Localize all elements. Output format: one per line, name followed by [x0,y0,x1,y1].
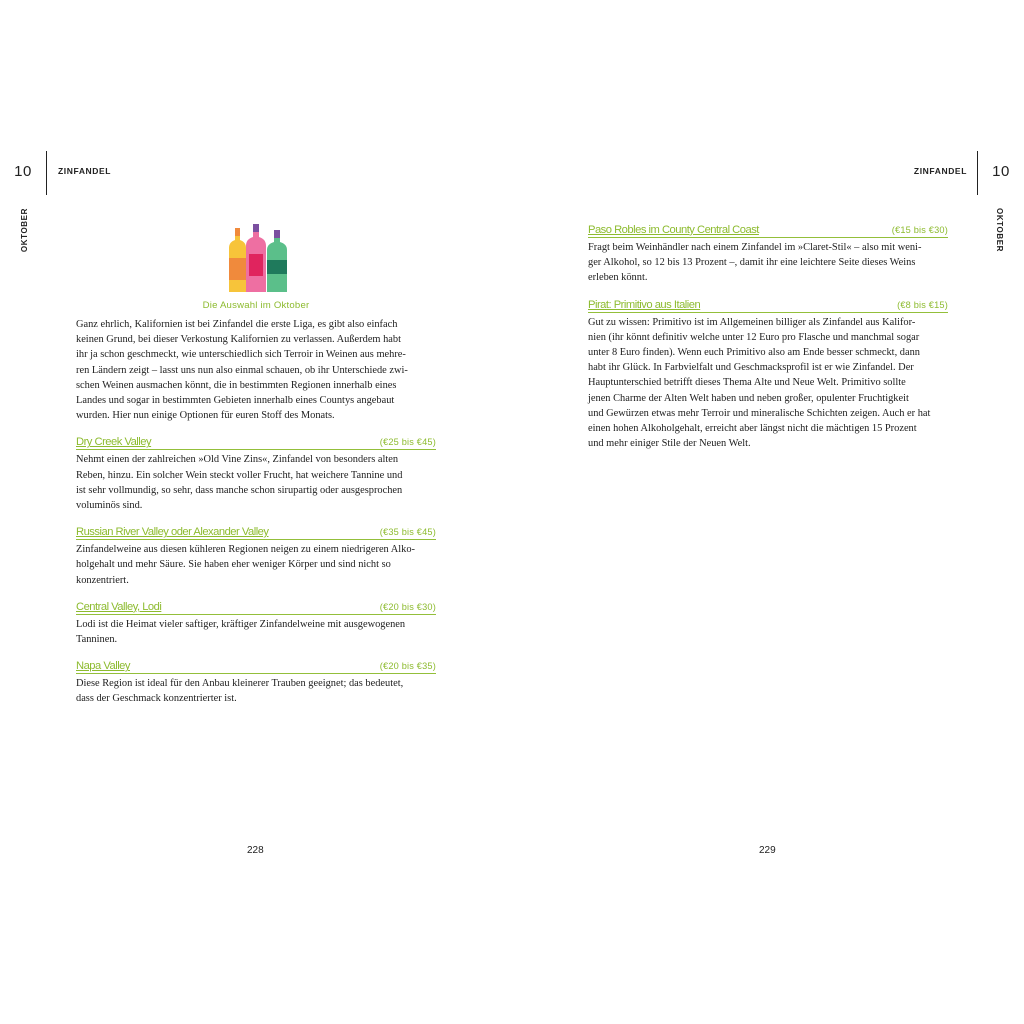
section-heading [76,660,436,674]
section-line: ist sehr vollmundig, so sehr, dass manche schon sirupartig oder ausgesprochen [76,484,403,496]
section-price: (€15 bis €30) [891,225,948,235]
intro-paragraph [76,317,436,423]
section-line: voluminös sind. [76,500,143,512]
intro-line: schen Weinen ausmachen könnt, die in bestimmten Regionen innerhalb eines [76,379,397,391]
intro-line: ren Ländern zeigt – lasst uns nun also einmal schauen, ob ihr Unterschiede zwi- [76,364,408,376]
section-line: erleben könnt. [588,272,648,284]
section-central-valley-lodi [76,601,436,647]
section-paso-robles [588,224,948,286]
section-line: ger Alkohol, so 12 bis 13 Prozent –, damit ihr eine leichtere Seite dieses Weins [588,257,916,269]
section-line: Zinfandelweine aus diesen kühleren Regionen neigen zu einem niedrigeren Alko- [76,544,416,556]
section-title: Napa Valley [76,660,130,673]
section-line: Gut zu wissen: Primitivo ist im Allgemeinen billiger als Zinfandel aus Kalifor- [588,316,916,328]
section-line: einen hohen Alkoholgehalt, erreicht aber längst nicht die mächtigen 15 Prozent [588,423,917,435]
intro-line: Ganz ehrlich, Kalifornien ist bei Zinfandel die erste Liga, es gibt also einfach [76,319,398,330]
intro-line: ihr ja schon geschmeckt, wie unterschiedlich sich Terroir in Weinen aus mehre- [76,349,406,361]
section-heading [588,299,948,313]
section-line: Nehmt einen der zahlreichen »Old Vine Zins«, Zinfandel von besonders alten [76,454,399,466]
section-title: Dry Creek Valley [76,436,152,449]
section-price: (€8 bis €15) [897,299,948,310]
chapter-number-box-left [0,151,47,195]
chapter-number-left: 10 [14,163,32,180]
section-line: unter 8 Euro finden). Wenn euch Primitivo also am Ende besser schmeckt, dann [588,347,920,359]
section-line: Reben, hinzu. Ein solcher Wein steckt voller Frucht, hat weichere Tannine und [76,469,403,481]
section-line: holgehalt und mehr Säure. Sie haben eher weniger Körper und sind nicht so [76,559,391,571]
chapter-number-right: 10 [992,163,1010,180]
side-month-left: OKTOBER [20,208,29,253]
section-line: und Gewürzen etwas mehr Terroir und mineralische Schichten zeigen. Auch er hat [588,407,931,419]
section-line: jenen Charme der Alten Welt haben und neben großer, opulenter Fruchtigkeit [588,392,909,404]
intro-line: wurden. Hier nun einige Optionen für euren Stoff des Monats. [76,410,335,422]
running-head-left: ZINFANDEL [58,166,112,176]
section-line: habt ihr Glück. In Farbvielfalt und Geschmacksprofil ist er wie Zinfandel. Der [588,362,914,374]
page-number-right: 229 [759,845,776,856]
section-napa-valley [76,660,436,706]
section-line: und mehr einiger Stile der Neuen Welt. [588,438,751,450]
section-line: Fragt beim Weinhändler nach einem Zinfandel im »Claret-Stil« – also mit weni- [588,242,922,253]
illustration-caption: Die Auswahl im Oktober [202,300,310,311]
side-month-right: OKTOBER [995,208,1004,253]
section-line: Hauptunterschied betrifft dieses Thema Alte und Neue Welt. Primitivo sollte [588,377,906,389]
section-heading [76,601,436,615]
section-pirat-primitivo [588,299,948,452]
section-price: (€25 bis €45) [379,437,436,448]
section-title: Central Valley, Lodi [76,600,162,613]
section-line: Lodi ist die Heimat vieler saftiger, kräftiger Zinfandelweine mit ausgewogenen [76,618,406,630]
running-head-right: ZINFANDEL [913,166,967,176]
section-dry-creek-valley [76,436,436,513]
chapter-number-box-right [977,151,1024,195]
intro-line: keinen Grund, bei dieser Verkostung Kalifornien zu verlassen. Außerdem habt [76,334,401,346]
section-line: nien (ihr könnt definitiv welche unter 12 Euro pro Flasche und manchmal sogar [588,331,920,343]
section-price: (€20 bis €30) [379,601,436,612]
section-line: dass der Geschmack konzentrierter ist. [76,693,237,705]
section-title: Russian River Valley oder Alexander Valley [76,526,269,539]
right-page-content [588,224,948,451]
section-heading [76,526,436,540]
section-line: Diese Region ist ideal für den Anbau kleinerer Trauben geeignet; das bedeutet, [76,678,404,690]
wine-bottles-icon [76,222,436,294]
section-heading [76,436,436,450]
section-price: (€20 bis €35) [379,661,436,672]
section-line: konzentriert. [76,574,129,586]
page-number-left: 228 [247,845,264,856]
section-price: (€35 bis €45) [379,527,436,538]
left-page-content [76,222,436,707]
intro-line: Landes und sogar in bestimmten Gebieten innerhalb eines Countys angebaut [76,395,395,407]
section-line: Tanninen. [76,634,118,646]
section-title: Pirat: Primitivo aus Italien [588,298,701,311]
section-heading [588,224,948,238]
section-russian-river-valley [76,526,436,588]
section-title: Paso Robles im County Central Coast [588,224,759,236]
